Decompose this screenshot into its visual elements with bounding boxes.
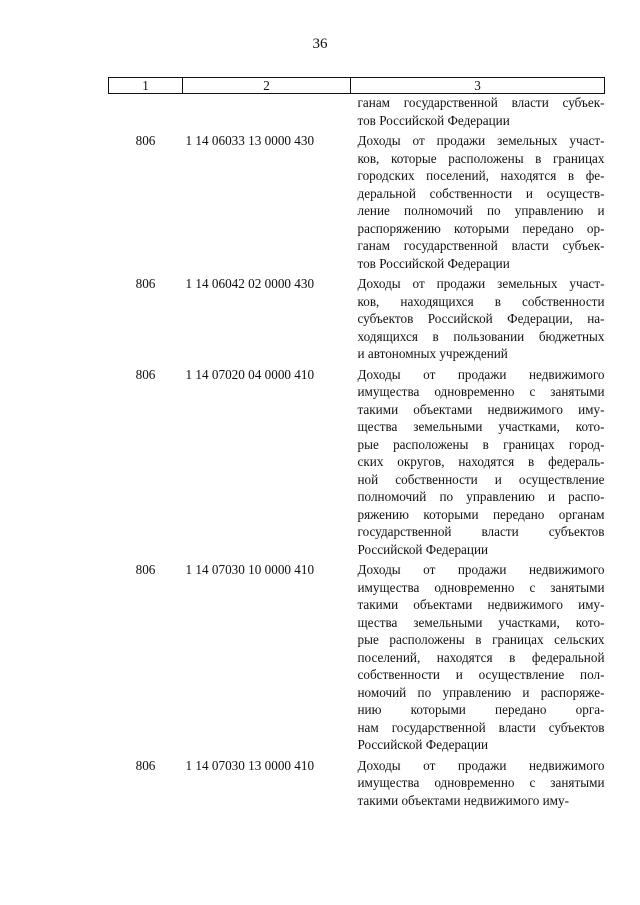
header-col-1: 1 [109, 78, 183, 94]
kbk-code-cell: 1 14 06042 02 0000 430 [185, 276, 315, 291]
table-row [109, 272, 605, 363]
description-line: щества земельными участками, кото- [357, 614, 605, 630]
kbk-code-cell: 1 14 07030 13 0000 410 [185, 757, 315, 773]
description-line: щества земельными участками, кото- [357, 419, 605, 434]
description-line: деральной собственности и осуществ- [357, 185, 605, 201]
description-line: Российской Федерации [357, 541, 489, 557]
description-line: рые расположены в границах город- [357, 436, 605, 452]
description-line: государственной власти субъектов [357, 524, 605, 539]
description-line: Российской Федерации [357, 737, 489, 752]
description-line: собственности и осуществление пол- [357, 667, 605, 682]
description-line: Доходы от продажи недвижимого [357, 757, 605, 773]
description-line: имущества одновременно с занятыми [357, 384, 605, 399]
description-line: тов Российской Федерации [357, 255, 510, 271]
admin-code-cell: 806 [135, 133, 156, 148]
description-line: имущества одновременно с занятыми [357, 775, 605, 790]
admin-code-cell: 806 [135, 276, 156, 291]
table-row [109, 558, 605, 754]
description-line: ков, которые расположены в границах [357, 150, 605, 166]
description-line: ходящихся в пользовании бюджетных [357, 328, 605, 344]
description-cell [351, 558, 605, 754]
description-line: и автономных учреждений [357, 346, 508, 361]
description-line: такими объектами недвижимого иму- [357, 401, 605, 417]
header-col-2: 2 [183, 78, 351, 94]
description-cell [351, 272, 605, 363]
page-number: 36 [312, 36, 328, 52]
description-line: номочий по управлению и распоряже- [357, 684, 605, 700]
description-line: имущества одновременно с занятыми [357, 579, 605, 595]
header-col-3: 3 [351, 78, 605, 94]
description-line: рые расположены в границах сельских [357, 632, 605, 647]
description-line: такими объектами недвижимого иму- [357, 597, 605, 612]
description-line: ских округов, находятся в федераль- [357, 454, 605, 469]
description-line: ной собственности и осуществление [357, 471, 605, 487]
kbk-code-cell: 1 14 07020 04 0000 410 [185, 366, 315, 382]
table-row [109, 94, 605, 130]
description-line: поселений, находятся в федеральной [357, 649, 605, 665]
description-line: распоряжению которыми передано ор- [357, 220, 605, 236]
admin-code-cell: 806 [135, 562, 156, 577]
description-cell [351, 754, 605, 810]
description-line: ганам государственной власти субъек- [357, 95, 605, 110]
description-line: Доходы от продажи недвижимого [357, 562, 605, 577]
revenue-codes-table [108, 77, 605, 809]
description-line: ков, находящихся в собственности [357, 293, 605, 309]
description-line: субъектов Российской Федерации, на- [357, 311, 605, 326]
kbk-code-cell: 1 14 07030 10 0000 410 [185, 562, 315, 577]
kbk-code-cell: 1 14 06033 13 0000 430 [185, 133, 315, 148]
kbk-code-cell [183, 94, 351, 130]
description-line: ление полномочий по управлению и [357, 203, 605, 218]
admin-code-cell: 806 [135, 757, 156, 773]
admin-code-cell [109, 94, 183, 130]
description-line: Доходы от продажи недвижимого [357, 366, 605, 382]
description-line: Доходы от продажи земельных участ- [357, 133, 605, 148]
table-body [109, 94, 605, 810]
description-line: ряжению которыми передано органам [357, 506, 605, 522]
description-line: полномочий по управлению и распо- [357, 489, 605, 504]
description-line: такими объектами недвижимого иму- [357, 792, 569, 808]
description-cell [351, 363, 605, 559]
admin-code-cell: 806 [135, 366, 156, 382]
description-cell [351, 129, 605, 272]
table-header [109, 78, 605, 94]
description-line: городских поселений, находятся в фе- [357, 168, 605, 183]
table-row [109, 754, 605, 810]
table-row [109, 129, 605, 272]
description-cell [351, 94, 605, 130]
table-row [109, 363, 605, 559]
description-line: ганам государственной власти субъек- [357, 238, 605, 253]
description-line: тов Российской Федерации [357, 112, 510, 128]
description-line: нам государственной власти субъектов [357, 719, 605, 735]
description-line: нию которыми передано орга- [357, 702, 605, 717]
description-line: Доходы от продажи земельных участ- [357, 276, 605, 291]
